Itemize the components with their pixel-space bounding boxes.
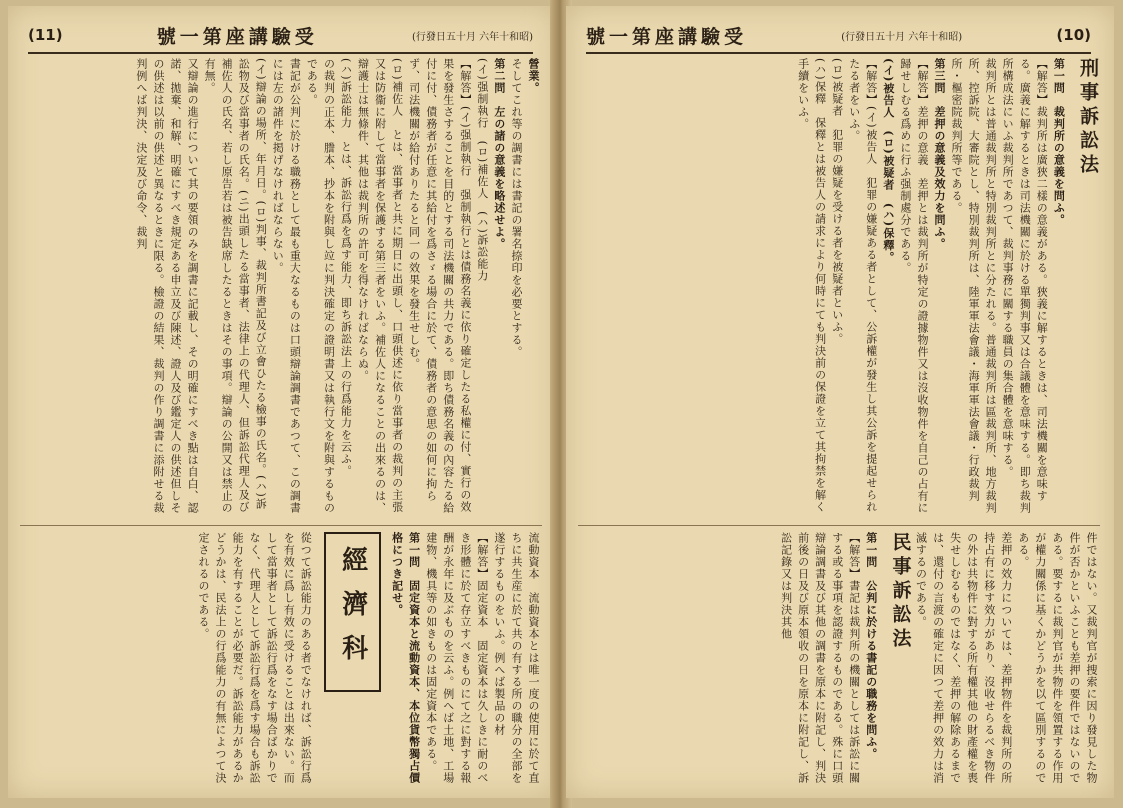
paragraph: 從つて訴訟能力のある者でなければ、訴訟行爲を有效に爲し有效に受けることは出來ない。而して當事者として訴訟行爲をなす場合ばかりでなく、代理人として訴訟行爲を爲す場合も訴訟能力を有することが必要だ。訴訟能力があるかどうかは、民法上の行爲能力の有無によつて決定されるのである。 bbox=[197, 531, 313, 784]
left-page-date: (行發日五十月 六年十和昭) bbox=[412, 31, 533, 43]
right-page bbox=[566, 6, 1114, 798]
paragraph: 【解答】(イ)强制執行 强制執行とは債務名義に依り確定したる私權に付、實行の效果を發生さすることを目的とする司法機關の共力である。即ち債務名義の內容たる給付に付、債務者が任意に其給付を爲さゞる場合に於て、債務者の意思の如何に拘らず、司法機關が給付ありたると同一の效果を發生せしむ。 bbox=[407, 58, 472, 514]
left-page-number: (11) bbox=[28, 26, 63, 44]
paragraph: (ハ)訴訟能力 とは、訴訟行爲を爲す能力、即ち訴訟法上の行爲能力を云ふ。 bbox=[339, 58, 353, 477]
paragraph: (イ)被告人 (ロ)被疑者 (ハ)保釋。 bbox=[881, 58, 895, 264]
right-top-text bbox=[578, 58, 1100, 517]
left-bottom-text bbox=[20, 525, 542, 790]
section-title-criminal-procedure: 刑事訴訟法 bbox=[1077, 58, 1099, 178]
paragraph: (ロ)被疑者 犯罪の嫌疑を受ける者を被疑者といふ。 bbox=[830, 58, 844, 345]
right-page-header bbox=[586, 18, 1091, 54]
paragraph: 又辯論の進行について其の要領のみを調書に記載し、その明確にすべき點は自白、認諾、拋棄、和解、明確にすべき規定ある申立及び陳述、證人及び鑑定人の供述但しその供述は以前の供述と異なるときに限る。檢證の結果、裁判の作り調書に添附せる裁判例へば判決、決定及び命令、裁判 bbox=[134, 58, 200, 514]
paragraph: 第一問 固定資本と流動資本、本位貨幣獨占價格につき記せ。 bbox=[390, 531, 421, 784]
paragraph: 【解答】書記は裁判所の機關としては訴訟に關する或る事項を認證するものである。殊に口頭辯論調書及び其他の調書を原本に附記し、判決前後の日及び原本領收の日を原本に附記し、訴訟記錄又は判決其他 bbox=[779, 531, 861, 784]
paragraph: (イ)强制執行 (ロ)補佐人 (ハ)訴訟能力 bbox=[475, 58, 489, 282]
paragraph: 第一問 公判に於ける書記の職務を問ふ。 bbox=[864, 531, 878, 760]
paragraph: の裁判の正本、謄本、抄本を附與し竝に判決確定の證明書又は執行文を附與するものである。 bbox=[305, 58, 336, 514]
paragraph: (ハ)保釋 保釋とは被告人の請求により何時にても判決前の保證を立て其拘禁を解く手續をいふ。 bbox=[796, 58, 827, 513]
right-page-content bbox=[578, 58, 1100, 790]
right-page-title: 號一第座講驗受 bbox=[586, 25, 748, 48]
paragraph: 流動資本 流動資本とは唯一度の使用に於て直ちに共生産に於て共の有する所の職分の全部を遂行するものをいふ。例へば製品の材 bbox=[492, 531, 540, 784]
left-page-header bbox=[28, 18, 533, 54]
right-bottom-text bbox=[578, 525, 1100, 790]
left-top-text bbox=[20, 58, 542, 517]
paragraph: 裁判所とは普通裁判所と特別裁判所とに分たれる。普通裁判所は區裁判所、地方裁判所、控訴院、大審院とし、特別裁判所は、陸軍軍法會議・海軍軍法會議・行政裁判所・樞密院裁判所等である。 bbox=[950, 58, 998, 514]
right-page-date: (行發日五十月 六年十和昭) bbox=[841, 31, 963, 43]
paragraph: 營業。 bbox=[527, 58, 540, 94]
paragraph: (ロ)補佐人 とは、當事者と共に期日に出頭し、口頭供述に依り當事者の裁判の主張又は防衞に附して當事者を保護する第三者をいふ。補佐人になることの出來るのは、辯護士は無條件、其他は裁判所の許可を得なければならぬ。 bbox=[356, 58, 404, 514]
section-box-economics: 經濟科 bbox=[324, 532, 380, 692]
right-page-number: (10) bbox=[1056, 26, 1091, 44]
paragraph: 第二問 左の諸の意義を略述せよ。 bbox=[492, 58, 506, 250]
paragraph: 【解答】固定資本 固定資本は久しきに耐のべき形體に於て存立すべきものにて之に對する報酬が永年に及ぶものを云ふ。例へば土地、工場建物、機具等の如きものは固定資本である。 bbox=[424, 531, 489, 784]
paragraph: 件ではない。又裁判官が捜索に因り發見した物件が否かといふことも差押の要件ではないのである。要するに裁判官が共物件を領置する作用が權力關係に基くかどうかを以て區別するのである。 bbox=[1016, 531, 1098, 784]
section-title-civil-procedure: 民事訴訟法 bbox=[889, 531, 912, 652]
paragraph: 【解答】差押の意義 差押とは裁判所が特定の證據物件又は沒收物件を自己の占有に歸せしむる爲めに行ふ强制處分である。 bbox=[898, 58, 929, 514]
paragraph: 書記が公判に於ける職務として最も重大なるものは口頭辯論調書であつて、この調書には左の諸件を掲げなければならない。 bbox=[271, 58, 302, 514]
paragraph: 差押の效力については、差押物件を裁判所の所持占有に移す效力があり、沒收せらるべき物件の外は共物件に對する所有權其他の財產權を喪失せしむるものではなく、差押の解除あるまでは、還付の言渡の確定に因つて差押の效力は消滅するのである。 bbox=[914, 531, 1013, 784]
paragraph: 第三問 差押の意義及效力を問ふ。 bbox=[932, 58, 946, 250]
paragraph: 【解答】裁判所は廣狹二樣の意義がある。狹義に解するときは、司法機關を意味する。廣義に解するときは司法機關に於ける單獨判事又は合議體を意味する。即ち裁判所構成法にいふ裁判所であつて、裁判事務に關する職員の集合體を意味する。 bbox=[1001, 58, 1049, 514]
paragraph: そしてこれ等の調書には書記の署名捺印を必要とする。 bbox=[509, 58, 523, 358]
paragraph: (イ)辯論の場所、年月日。(ロ)判事、裁判所書記及び立會ひたる檢事の氏名。(ハ)訴訟物及び當事者の氏名。(ニ)出頭したる當事者、法律上の代理人、但訴訟代理人及び補佐人の氏名、若し原告若は被告缺席したるときはその事項。辯論の公開又は禁止の有無。 bbox=[203, 58, 268, 514]
left-page-title: 號一第座講驗受 bbox=[156, 25, 318, 48]
left-page-content bbox=[20, 58, 542, 790]
paragraph: 第一問 裁判所の意義を問ふ。 bbox=[1052, 58, 1066, 226]
paragraph: 【解答】(イ)被告人 犯罪の嫌疑ある者として、公訴權が發生し其公訴を提起せられたる者をいふ。 bbox=[847, 58, 878, 513]
left-page bbox=[8, 6, 556, 798]
